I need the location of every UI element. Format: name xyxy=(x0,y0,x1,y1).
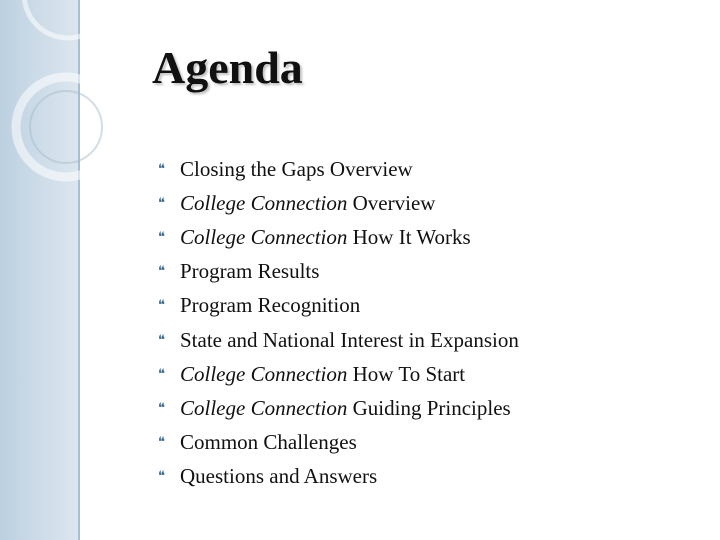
agenda-item: ❝ Closing the Gaps Overview xyxy=(158,152,519,186)
agenda-item: ❝ State and National Interest in Expansion xyxy=(158,322,519,356)
agenda-item: ❝ Questions and Answers xyxy=(158,459,519,493)
agenda-item: ❝ Program Results xyxy=(158,254,519,288)
bullet-icon: ❝ xyxy=(158,297,165,313)
agenda-item: ❝ Program Recognition xyxy=(158,288,519,322)
bullet-icon: ❝ xyxy=(158,331,165,347)
agenda-item: ❝ College Connection Guiding Principles xyxy=(158,391,519,425)
bullet-icon: ❝ xyxy=(158,229,165,245)
agenda-item: ❝ College Connection How It Works xyxy=(158,220,519,254)
decorative-circles xyxy=(0,0,140,200)
bullet-icon: ❝ xyxy=(158,161,165,177)
bullet-icon: ❝ xyxy=(158,399,165,415)
bullet-icon: ❝ xyxy=(158,467,165,483)
agenda-item: ❝ College Connection Overview xyxy=(158,186,519,220)
bullet-icon: ❝ xyxy=(158,365,165,381)
agenda-item: ❝ Common Challenges xyxy=(158,425,519,459)
bullet-icon: ❝ xyxy=(158,263,165,279)
slide-title: Agenda xyxy=(152,42,303,93)
bullet-icon: ❝ xyxy=(158,195,165,211)
agenda-list xyxy=(158,152,519,493)
agenda-item: ❝ College Connection How To Start xyxy=(158,357,519,391)
bullet-icon: ❝ xyxy=(158,433,165,449)
